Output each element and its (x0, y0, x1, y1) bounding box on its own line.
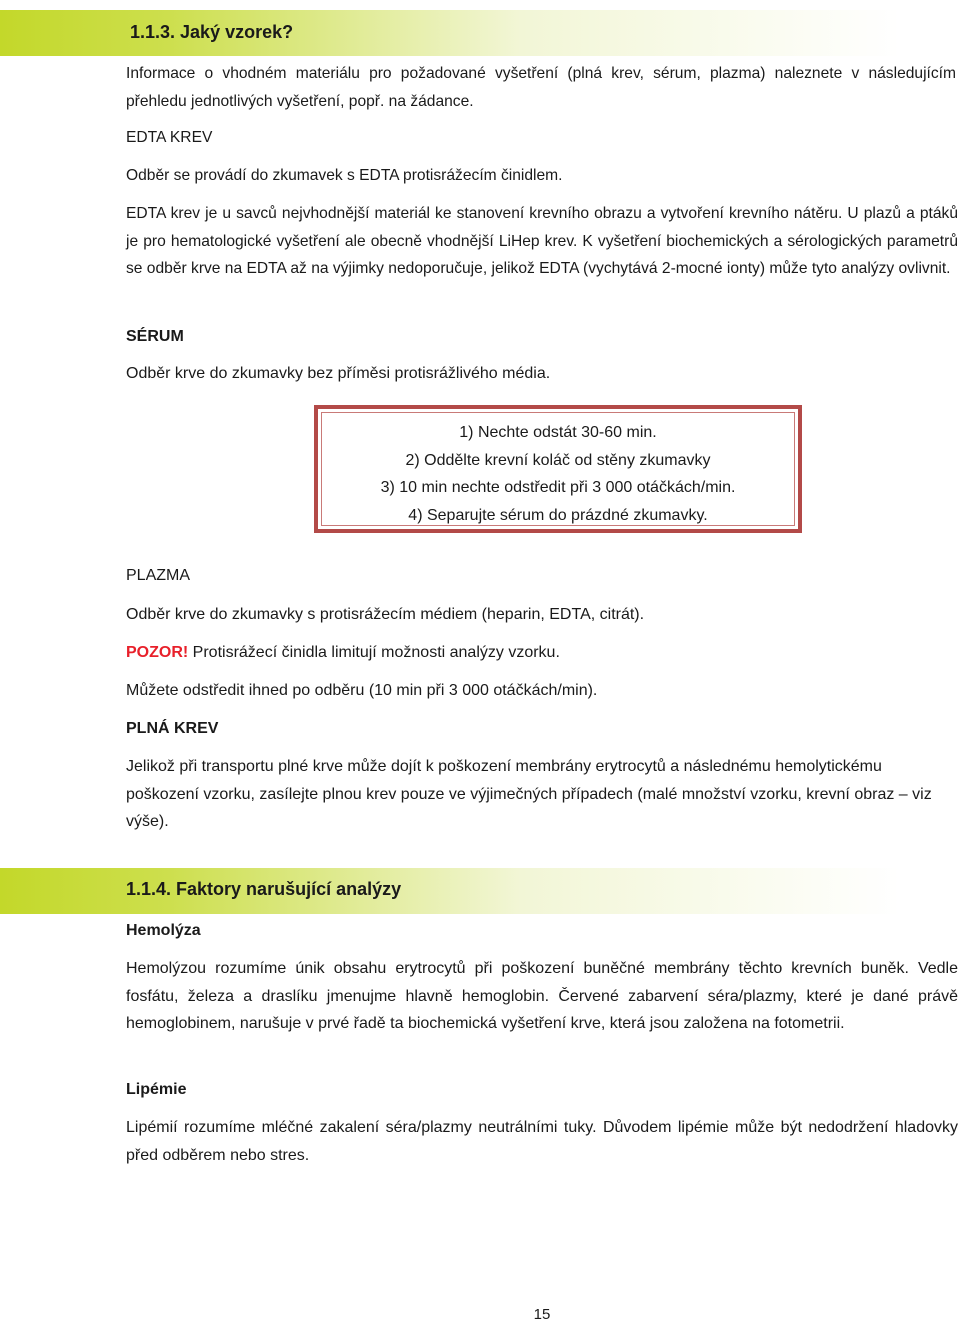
procedure-step: 2) Oddělte krevní koláč od stěny zkumavky (405, 451, 711, 469)
serum-title: SÉRUM (126, 328, 184, 345)
edta-paragraph: EDTA krev je u savců nejvhodnější materiál ke stanovení krevního obrazu a vytvoření krevního nátěru. U plazů a ptáků je pro hematologické vyšetření ale obecně vhodnější LiHep krev. K vyšetření biochemických a sérologických parametrů se odběr krve na EDTA až na výjimky nedoporučuje, jelikož EDTA (vychytává 2-mocné ionty) může tyto analýzy ovlivnit. (126, 205, 958, 277)
procedure-step: 4) Separujte sérum do prázdné zkumavky. (408, 506, 708, 524)
page-number: 15 (533, 1306, 551, 1323)
lipemia-title: Lipémie (126, 1081, 187, 1098)
warning-label: POZOR! (126, 644, 189, 661)
serum-procedure-list (318, 419, 798, 529)
serum-procedure-box (314, 405, 802, 533)
procedure-step: 1) Nechte odstát 30-60 min. (459, 424, 657, 441)
section-heading: 1.1.4. Faktory narušující analýzy (126, 879, 402, 899)
intro-paragraph: Informace o vhodném materiálu pro požadované vyšetření (plná krev, sérum, plazma) naleznete v následujícím přehledu jednotlivých vyšetření, popř. na žádance. (126, 65, 956, 110)
plasma-warning (126, 639, 958, 667)
plasma-line: Odběr krve do zkumavky s protisrážecím médiem (heparin, EDTA, citrát). (126, 606, 645, 623)
edta-title: EDTA KREV (126, 129, 213, 146)
section-heading: 1.1.3. Jaký vzorek? (130, 22, 294, 42)
edta-line: Odběr se provádí do zkumavek s EDTA protisrážecím činidlem. (126, 167, 563, 184)
whole-blood-paragraph: Jelikož při transportu plné krve může dojít k poškození membrány erytrocytů a následnému hemolytickému poškození vzorku, zasílejte plnou krev pouze ve výjimečných případech (malé množství vzorku, krevní obraz – viz výše). (126, 758, 932, 830)
whole-blood-title: PLNÁ KREV (126, 720, 219, 737)
hemolysis-paragraph: Hemolýzou rozumíme únik obsahu erytrocytů při poškození buněčné membrány těchto krevních buněk. Vedle fosfátu, železa a draslíku jmenujme hlavně hemoglobin. Červené zabarvení séra/plazmy, které je dané právě hemoglobinem, narušuje v prvé řadě ta biochemická vyšetření krve, která jsou založena na fotometrii. (126, 960, 958, 1032)
procedure-step: 3) 10 min nechte odstředit při 3 000 otáčkách/min. (380, 479, 736, 496)
warning-text: Protisrážecí činidla limitují možnosti analýzy vzorku. (188, 644, 560, 661)
hemolysis-title: Hemolýza (126, 922, 201, 939)
serum-line: Odběr krve do zkumavky bez příměsi protisrážlivého média. (126, 365, 551, 382)
lipemia-paragraph: Lipémií rozumíme mléčné zakalení séra/plazmy neutrálními tuky. Důvodem lipémie může být nedodržení hladovky před odběrem nebo stres. (126, 1119, 958, 1164)
plasma-centrifuge-line: Můžete odstředit ihned po odběru (10 min při 3 000 otáčkách/min). (126, 682, 598, 699)
plasma-title: PLAZMA (126, 567, 191, 584)
